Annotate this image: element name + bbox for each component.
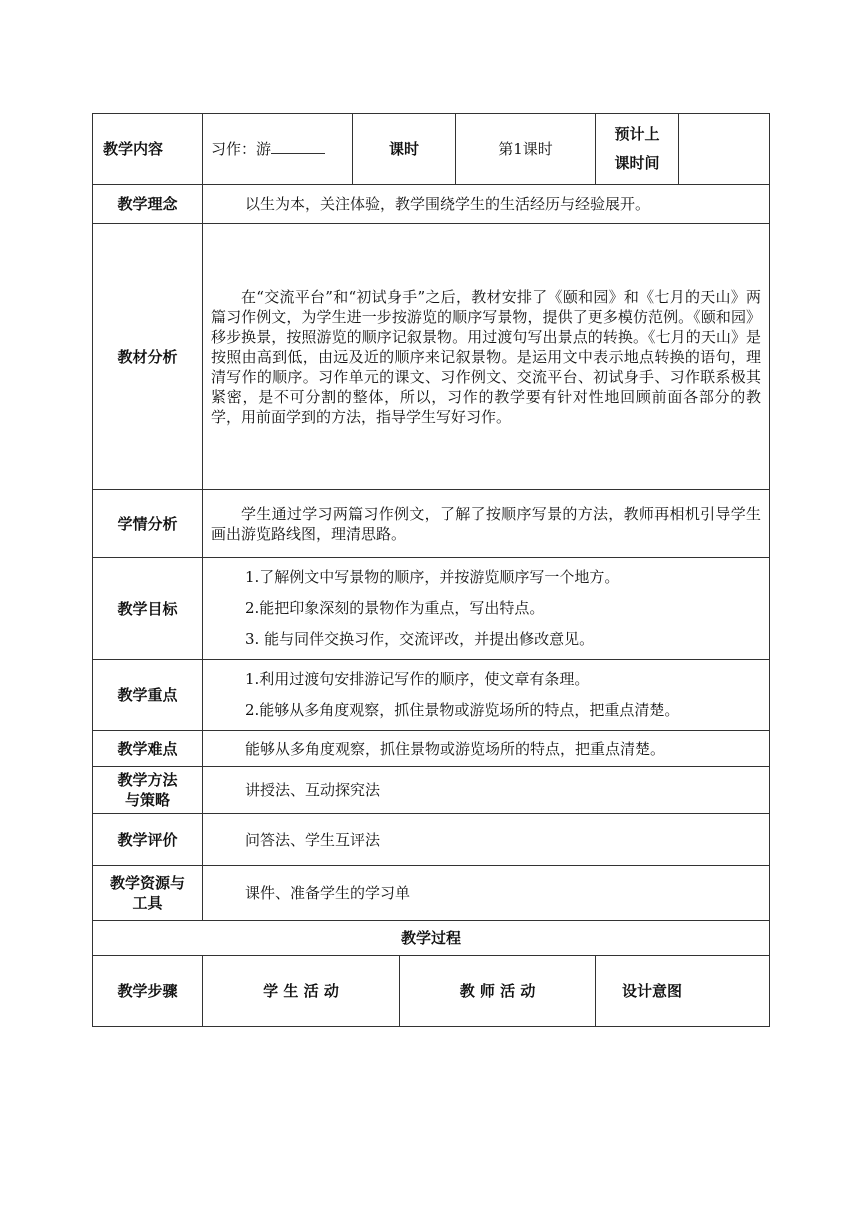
- process-col-teacher: 教 师 活 动: [400, 956, 596, 1027]
- students-text: 学生通过学习两篇习作例文，了解了按顺序写景的方法，教师再相机引导学生画出游览路线图，理清思路。: [203, 490, 770, 558]
- process-col-student: 学 生 活 动: [203, 956, 400, 1027]
- difficulties-label: 教学难点: [93, 731, 203, 767]
- process-col-intent: 设计意图: [596, 956, 770, 1027]
- evaluation-row: [93, 814, 770, 866]
- students-row: [93, 490, 770, 558]
- content-label: 教学内容: [93, 114, 203, 185]
- goals-row: [93, 558, 770, 660]
- philosophy-label: 教学理念: [93, 185, 203, 224]
- resources-text: 课件、准备学生的学习单: [203, 866, 770, 921]
- content-value-text: 习作：游: [211, 140, 272, 158]
- material-label: 教材分析: [93, 224, 203, 490]
- key-points-label: 教学重点: [93, 660, 203, 731]
- methods-text: 讲授法、互动探究法: [203, 767, 770, 814]
- resources-label: [93, 866, 203, 921]
- key-points-row: [93, 660, 770, 731]
- resources-row: [93, 866, 770, 921]
- process-title: 教学过程: [93, 921, 770, 956]
- key-point-item: 2.能够从多角度观察，抓住景物或游览场所的特点，把重点清楚。: [245, 701, 680, 719]
- difficulties-text: 能够从多角度观察，抓住景物或游览场所的特点，把重点清楚。: [203, 731, 770, 767]
- lesson-plan-table: [92, 113, 770, 1027]
- key-point-item: 1.利用过渡句安排游记写作的顺序，使文章有条理。: [245, 670, 590, 688]
- philosophy-row: [93, 185, 770, 224]
- time-label: [596, 114, 679, 185]
- content-value: [203, 114, 353, 185]
- goal-item: 2.能把印象深刻的景物作为重点，写出特点。: [245, 599, 545, 617]
- students-label: 学情分析: [93, 490, 203, 558]
- methods-row: [93, 767, 770, 814]
- methods-label: [93, 767, 203, 814]
- key-points-list: [203, 660, 770, 731]
- material-row: [93, 224, 770, 490]
- philosophy-text: 以生为本，关注体验，教学围绕学生的生活经历与经验展开。: [203, 185, 770, 224]
- time-label-line2: 课时间: [614, 154, 660, 172]
- content-blank: [271, 139, 325, 154]
- evaluation-text: 问答法、学生互评法: [203, 814, 770, 866]
- methods-label-line1: 教学方法: [117, 771, 178, 789]
- difficulties-row: [93, 731, 770, 767]
- period-label: 课时: [353, 114, 456, 185]
- methods-label-line2: 与策略: [124, 791, 170, 809]
- resources-label-line2: 工具: [132, 894, 163, 912]
- goals-list: [203, 558, 770, 660]
- time-label-line1: 预计上: [614, 125, 660, 143]
- evaluation-label: 教学评价: [93, 814, 203, 866]
- header-row: [93, 114, 770, 185]
- goal-item: 1.了解例文中写景物的顺序，并按游览顺序写一个地方。: [245, 568, 620, 586]
- process-title-row: [93, 921, 770, 956]
- goals-label: 教学目标: [93, 558, 203, 660]
- period-value: 第1课时: [456, 114, 596, 185]
- process-col-steps: 教学步骤: [93, 956, 203, 1027]
- time-value: [679, 114, 770, 185]
- goal-item: 3. 能与同伴交换习作，交流评改，并提出修改意见。: [245, 630, 595, 648]
- material-text: 在“交流平台”和“初试身手”之后，教材安排了《颐和园》和《七月的天山》两篇习作例文，为学生进一步按游览的顺序写景物，提供了更多模仿范例。《颐和园》移步换景，按照游览的顺序记叙景物。用过渡句写出景点的转换。《七月的天山》是按照由高到低，由远及近的顺序来记叙景物。是运用文中表示地点转换的语句，理清写作的顺序。习作单元的课文、习作例文、交流平台、初试身手、习作联系极其紧密，是不可分割的整体，所以，习作的教学要有针对性地回顾前面各部分的教学，用前面学到的方法，指导学生写好习作。: [203, 224, 770, 490]
- process-header-row: [93, 956, 770, 1027]
- resources-label-line1: 教学资源与: [109, 874, 185, 892]
